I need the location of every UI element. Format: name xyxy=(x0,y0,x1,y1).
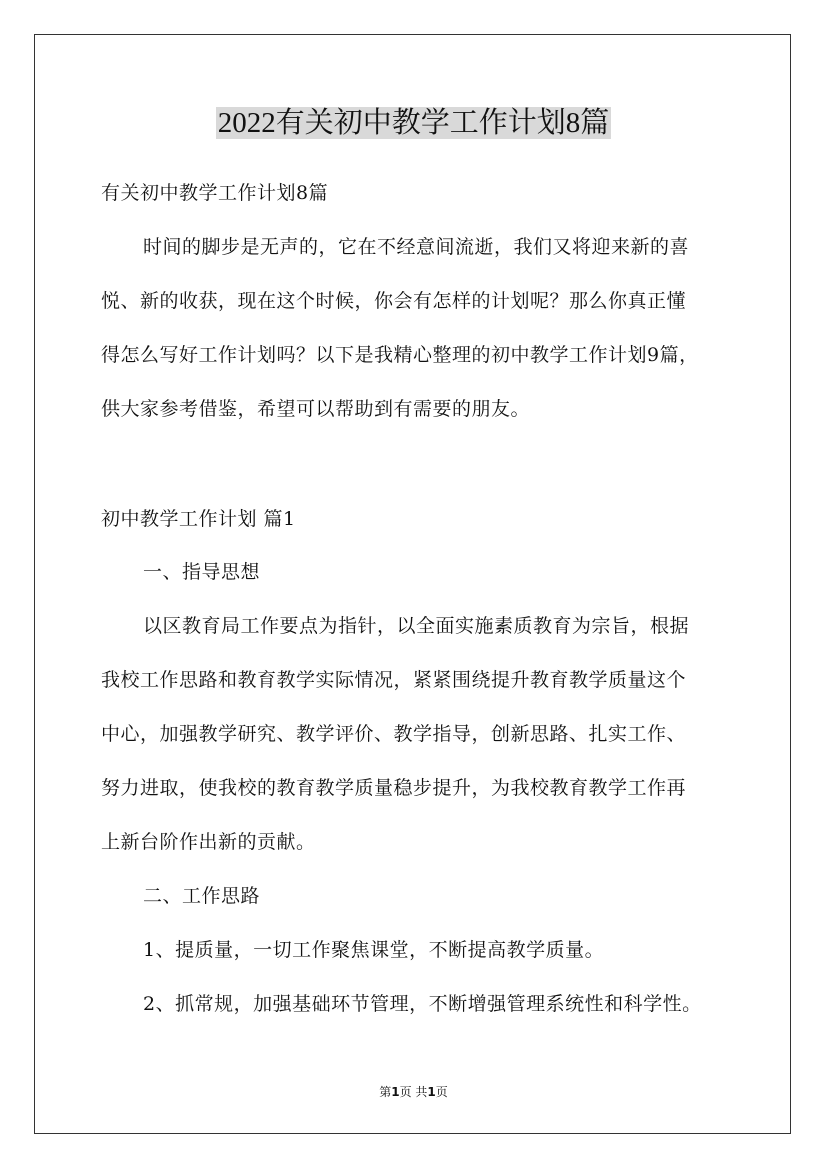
footer-prefix: 第 xyxy=(379,1085,392,1099)
page-footer xyxy=(0,1083,827,1100)
document-title xyxy=(0,100,827,146)
part2-item: 1、提质量，一切工作聚焦课堂，不断提高教学质量。 xyxy=(143,939,605,961)
part1-heading: 一、指导思想 xyxy=(143,561,261,583)
part1-line: 以区教育局工作要点为指针，以全面实施素质教育为宗旨，根据 xyxy=(143,615,690,637)
document-title-text: 2022有关初中教学工作计划8篇 xyxy=(217,107,610,139)
intro-line: 得怎么写好工作计划吗？以下是我精心整理的初中教学工作计划9篇， xyxy=(101,344,699,366)
section-heading: 初中教学工作计划 篇1 xyxy=(101,508,296,530)
intro-line: 悦、新的收获，现在这个时候，你会有怎样的计划呢？那么你真正懂 xyxy=(101,290,687,312)
part2-heading: 二、工作思路 xyxy=(143,885,261,907)
footer-page-number: 1 xyxy=(391,1085,400,1099)
footer-suffix: 页 xyxy=(435,1085,448,1099)
part1-line: 中心，加强教学研究、教学评价、教学指导，创新思路、扎实工作、 xyxy=(101,723,687,745)
part1-line: 我校工作思路和教育教学实际情况，紧紧围绕提升教育教学质量这个 xyxy=(101,669,687,691)
part2-item: 2、抓常规，加强基础环节管理，不断增强管理系统性和科学性。 xyxy=(143,993,702,1015)
footer-mid: 页 共 xyxy=(399,1085,428,1099)
part1-line: 上新台阶作出新的贡献。 xyxy=(101,831,316,853)
subtitle: 有关初中教学工作计划8篇 xyxy=(101,182,329,204)
intro-line: 时间的脚步是无声的，它在不经意间流逝，我们又将迎来新的喜 xyxy=(143,236,690,258)
part1-line: 努力进取，使我校的教育教学质量稳步提升，为我校教育教学工作再 xyxy=(101,777,687,799)
intro-line: 供大家参考借鉴，希望可以帮助到有需要的朋友。 xyxy=(101,398,531,420)
footer-page-total: 1 xyxy=(427,1085,436,1099)
